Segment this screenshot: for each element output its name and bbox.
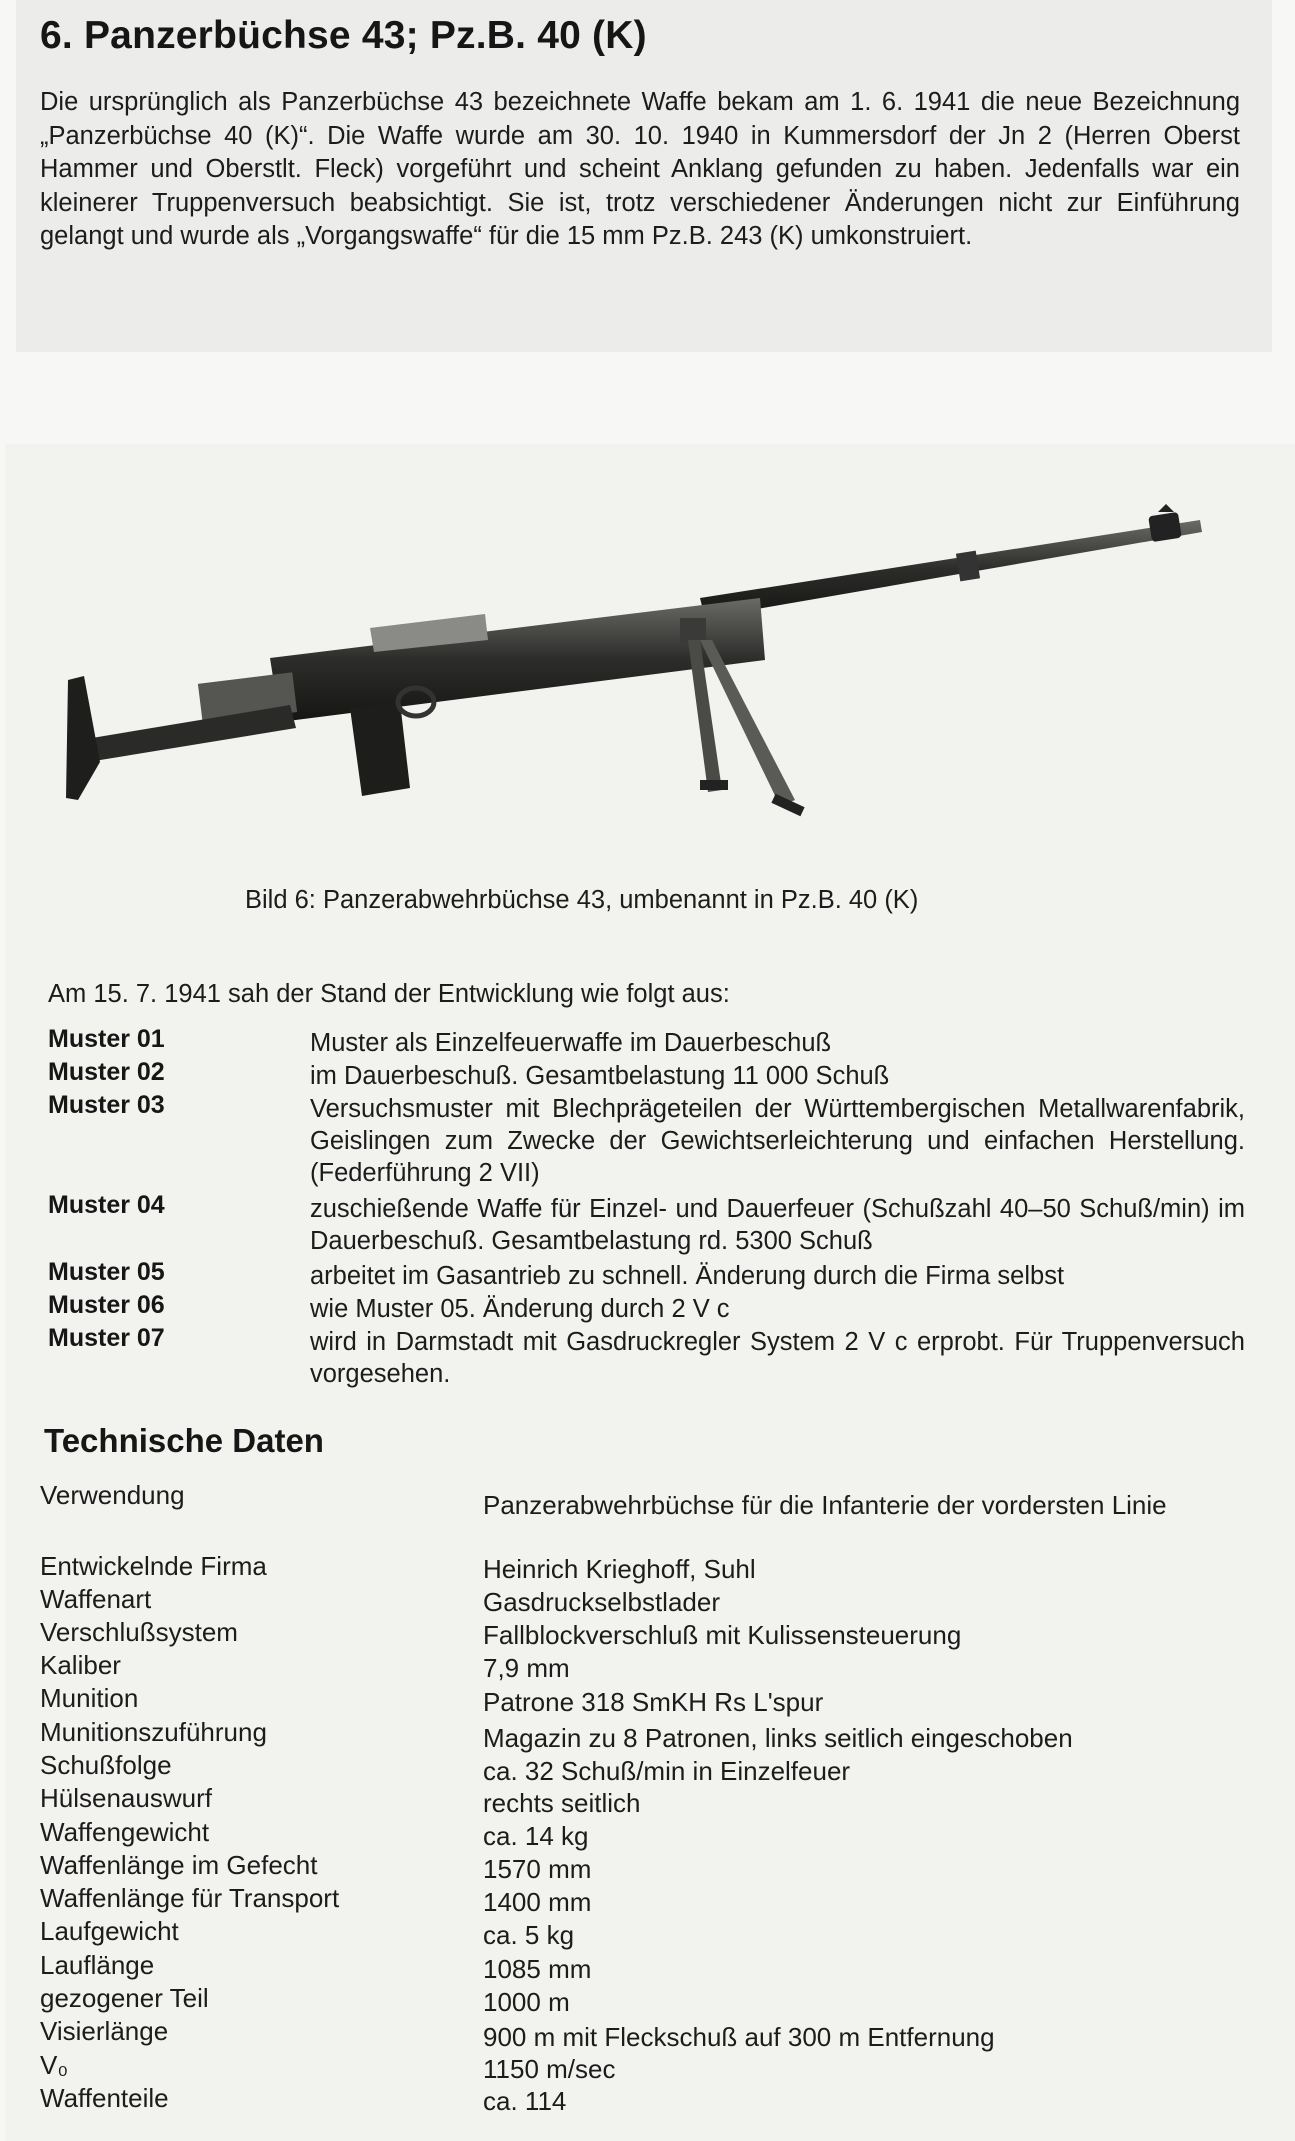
muster-label: Muster 03 [48,1091,165,1119]
spec-label: Lauflänge [40,1950,155,1980]
spec-label: Verschlußsystem [40,1617,238,1647]
spec-value: 1085 mm [483,1954,592,1984]
spec-value: 1570 mm [483,1854,592,1884]
muster-description: wie Muster 05. Änderung durch 2 V c [310,1295,730,1323]
spec-label: Laufgewicht [40,1916,179,1946]
spec-label: Visierlänge [40,2016,169,2046]
page-title: 6. Panzerbüchse 43; Pz.B. 40 (K) [40,14,647,57]
spec-value: ca. 14 kg [483,1821,589,1851]
muster-description: Versuchsmuster mit Blechprägeteilen der Württembergischen Metallwarenfabrik, Geislingen zum Zwecke der Gewichtserleichterung und einfachen Herstellung. (Federführung 2 VII) [310,1095,1245,1187]
spec-label: Entwickelnde Firma [40,1551,267,1581]
muster-label: Muster 06 [48,1291,165,1319]
spec-label: Waffengewicht [40,1817,210,1847]
spec-label: Verwendung [40,1480,185,1510]
muster-label: Muster 07 [48,1324,165,1352]
muster-description: im Dauerbeschuß. Gesamtbelastung 11 000 Schuß [310,1062,890,1090]
spec-label: gezogener Teil [40,1983,209,2013]
spec-label: Kaliber [40,1650,121,1680]
intro-paragraph: Die ursprünglich als Panzerbüchse 43 bezeichnete Waffe bekam am 1. 6. 1941 die neue Bezeichnung „Panzerbüchse 40 (K)“. Die Waffe wurde am 30. 10. 1940 in Kummersdorf der Jn 2 (Herren Oberst Hammer und Oberstlt. Fleck) vorgeführt und scheint Anklang gefunden zu haben. Jedenfalls war ein kleinerer Truppenversuch beabsichtigt. Sie ist, trotz verschiedener Änderungen nicht zur Einführung gelangt und wurde als „Vorgangswaffe“ für die 15 mm Pz.B. 243 (K) umkonstruiert. [40,88,1240,251]
spec-value: 1400 mm [483,1887,592,1917]
anti-tank-rifle-photo [60,500,1210,840]
development-intro: Am 15. 7. 1941 sah der Stand der Entwicklung wie folgt aus: [48,980,730,1008]
spec-label: Munitionszuführung [40,1717,267,1747]
figure-caption: Bild 6: Panzerabwehrbüchse 43, umbenannt in Pz.B. 40 (K) [245,886,919,914]
spec-label: V₀ [40,2050,69,2080]
spec-label: Waffenteile [40,2083,169,2113]
spec-label: Schußfolge [40,1750,172,1780]
muster-label: Muster 04 [48,1191,165,1219]
spec-label: Waffenart [40,1584,152,1614]
spec-value: rechts seitlich [483,1788,641,1818]
spec-value: 900 m mit Fleckschuß auf 300 m Entfernung [483,2022,995,2052]
spec-value: Fallblockverschluß mit Kulissensteuerung [483,1620,962,1650]
spec-label: Munition [40,1683,139,1713]
spec-label: Waffenlänge im Gefecht [40,1850,318,1880]
spec-value: ca. 5 kg [483,1920,575,1950]
muster-description: Muster als Einzelfeuerwaffe im Dauerbeschuß [310,1029,832,1057]
spec-value: ca. 32 Schuß/min in Einzelfeuer [483,1756,851,1786]
spec-label: Hülsenauswurf [40,1783,212,1813]
muster-label: Muster 05 [48,1258,165,1286]
spec-value: 7,9 mm [483,1653,570,1683]
spec-value: Heinrich Krieghoff, Suhl [483,1554,756,1584]
spec-value: Gasdruckselbstlader [483,1587,720,1617]
muster-description: zuschießende Waffe für Einzel- und Dauerfeuer (Schußzahl 40–50 Schuß/min) im Dauerbeschuß. Gesamtbelastung rd. 5300 Schuß [310,1195,1245,1255]
spec-value: Patrone 318 SmKH Rs L'spur [483,1687,824,1717]
spec-value: ca. 114 [483,2086,567,2116]
spec-label: Waffenlänge für Transport [40,1883,340,1913]
spec-value: 1150 m/sec [483,2054,616,2084]
spec-value: 1000 m [483,1987,570,2017]
spec-value: Magazin zu 8 Patronen, links seitlich eingeschoben [483,1723,1073,1753]
muster-description: arbeitet im Gasantrieb zu schnell. Änderung durch die Firma selbst [310,1262,1065,1290]
technical-data-heading: Technische Daten [44,1422,324,1459]
muster-label: Muster 02 [48,1058,165,1086]
muster-label: Muster 01 [48,1025,165,1053]
muster-description: wird in Darmstadt mit Gasdruckregler System 2 V c erprobt. Für Truppenversuch vorgesehen. [310,1328,1245,1388]
spec-value: Panzerabwehrbüchse für die Infanterie der vordersten Linie [483,1490,1167,1520]
